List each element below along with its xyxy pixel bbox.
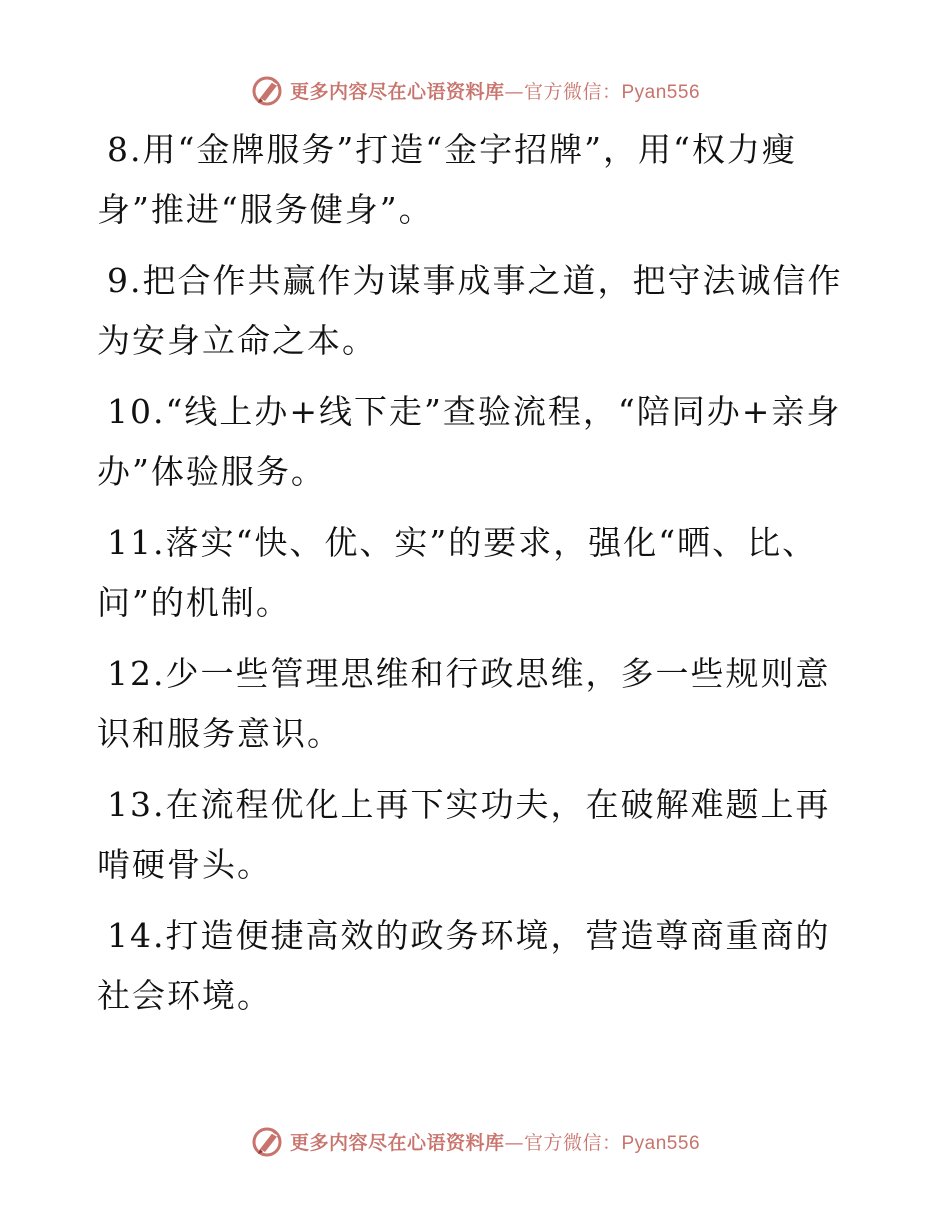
list-item: 11.落实“快、优、实”的要求，强化“晒、比、问”的机制。 [97, 523, 818, 622]
watermark-main: 更多内容尽在心语资料库 [289, 1131, 505, 1154]
pen-logo-icon [250, 72, 286, 108]
list-item: 9.把合作共赢作为谋事成事之道，把守法诚信作为安身立命之本。 [97, 261, 843, 360]
watermark-text [290, 77, 700, 104]
list-item: 12.少一些管理思维和行政思维，多一些规则意识和服务意识。 [97, 654, 831, 753]
footer-watermark [0, 1121, 950, 1161]
list-item: 8.用“金牌服务”打造“金字招牌”，用“权力瘦身”推进“服务健身”。 [97, 130, 797, 229]
list-item: 13.在流程优化上再下实功夫，在破解难题上再啃硬骨头。 [97, 785, 831, 884]
main-content [97, 120, 857, 1037]
watermark-main: 更多内容尽在心语资料库 [289, 80, 505, 103]
watermark-text [290, 1128, 700, 1155]
watermark-id: Pyan556 [621, 1132, 701, 1154]
pen-logo-icon [250, 1123, 286, 1159]
header-watermark [0, 70, 950, 110]
watermark-separator: —官方微信： [504, 1131, 622, 1154]
list-item: 14.打造便捷高效的政务环境，营造尊商重商的社会环境。 [97, 916, 831, 1015]
watermark-separator: —官方微信： [504, 80, 622, 103]
list-item: 10.“线上办+线下走”查验流程，“陪同办+亲身办”体验服务。 [97, 392, 842, 491]
watermark-id: Pyan556 [621, 81, 701, 103]
